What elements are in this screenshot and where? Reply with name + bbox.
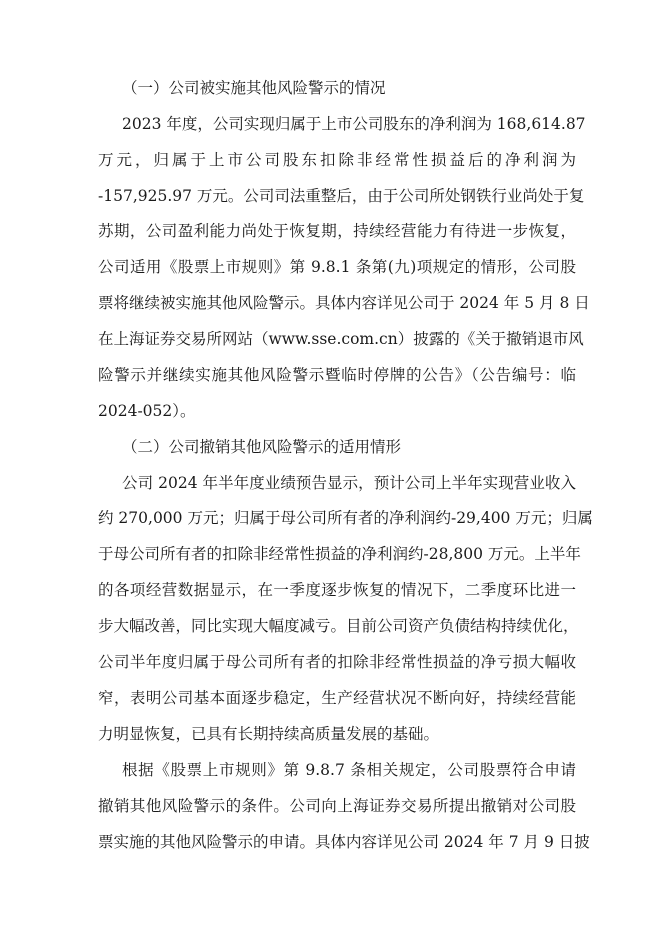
paragraph-2-line-5: 步大幅改善，同比实现大幅度减亏。目前公司资产负债结构持续优化， [98,617,579,635]
paragraph-1-line-7: 在上海证券交易所网站（www.sse.com.cn）披露的《关于撤销退市风 [98,330,584,348]
paragraph-1-line-4: 苏期，公司盈利能力尚处于恢复期，持续经营能力有待进一步恢复， [98,222,576,240]
paragraph-3-line-3: 票实施的其他风险警示的申请。具体内容详见公司 2024 年 7 月 9 日披 [98,833,590,851]
paragraph-1-line-6: 票将继续被实施其他风险警示。具体内容详见公司于 2024 年 5 月 8 日 [98,294,590,312]
section-heading-1: （一）公司被实施其他风险警示的情况 [122,79,386,97]
paragraph-1-line-2: 万元，归属于上市公司股东扣除非经常性损益后的净利润为 [98,151,576,169]
paragraph-2-line-2: 约 270,000 万元；归属于母公司所有者的净利润约-29,400 万元；归属 [98,509,593,527]
paragraph-1-line-1: 2023 年度，公司实现归属于上市公司股东的净利润为 168,614.87 [122,115,586,133]
paragraph-3-line-2: 撤销其他风险警示的条件。公司向上海证券交易所提出撤销对公司股 [98,797,576,815]
paragraph-2-line-8: 力明显恢复，已具有长期持续高质量发展的基础。 [98,725,440,743]
paragraph-1-line-3: -157,925.97 万元。公司司法重整后，由于公司所处钢铁行业尚处于复 [98,187,585,205]
section-heading-2: （二）公司撤销其他风险警示的适用情形 [122,438,402,456]
paragraph-3-line-1: 根据《股票上市规则》第 9.8.7 条相关规定，公司股票符合申请 [122,761,576,779]
paragraph-2-line-7: 窄，表明公司基本面逐步稳定，生产经营状况不断向好，持续经营能 [98,689,576,707]
paragraph-1-line-5: 公司适用《股票上市规则》第 9.8.1 条第(九)项规定的情形，公司股 [98,258,576,276]
paragraph-1-line-8: 险警示并继续实施其他风险警示暨临时停牌的公告》（公告编号：临 [98,366,576,384]
paragraph-2-line-3: 于母公司所有者的扣除非经常性损益的净利润约-28,800 万元。上半年 [98,545,581,563]
paragraph-2-line-6: 公司半年度归属于母公司所有者的扣除非经常性损益的净亏损大幅收 [98,653,576,671]
paragraph-2-line-1: 公司 2024 年半年度业绩预告显示，预计公司上半年实现营业收入 [122,474,576,492]
paragraph-1-line-9: 2024-052）。 [98,402,196,420]
paragraph-2-line-4: 的各项经营数据显示，在一季度逐步恢复的情况下，二季度环比进一 [98,581,576,599]
